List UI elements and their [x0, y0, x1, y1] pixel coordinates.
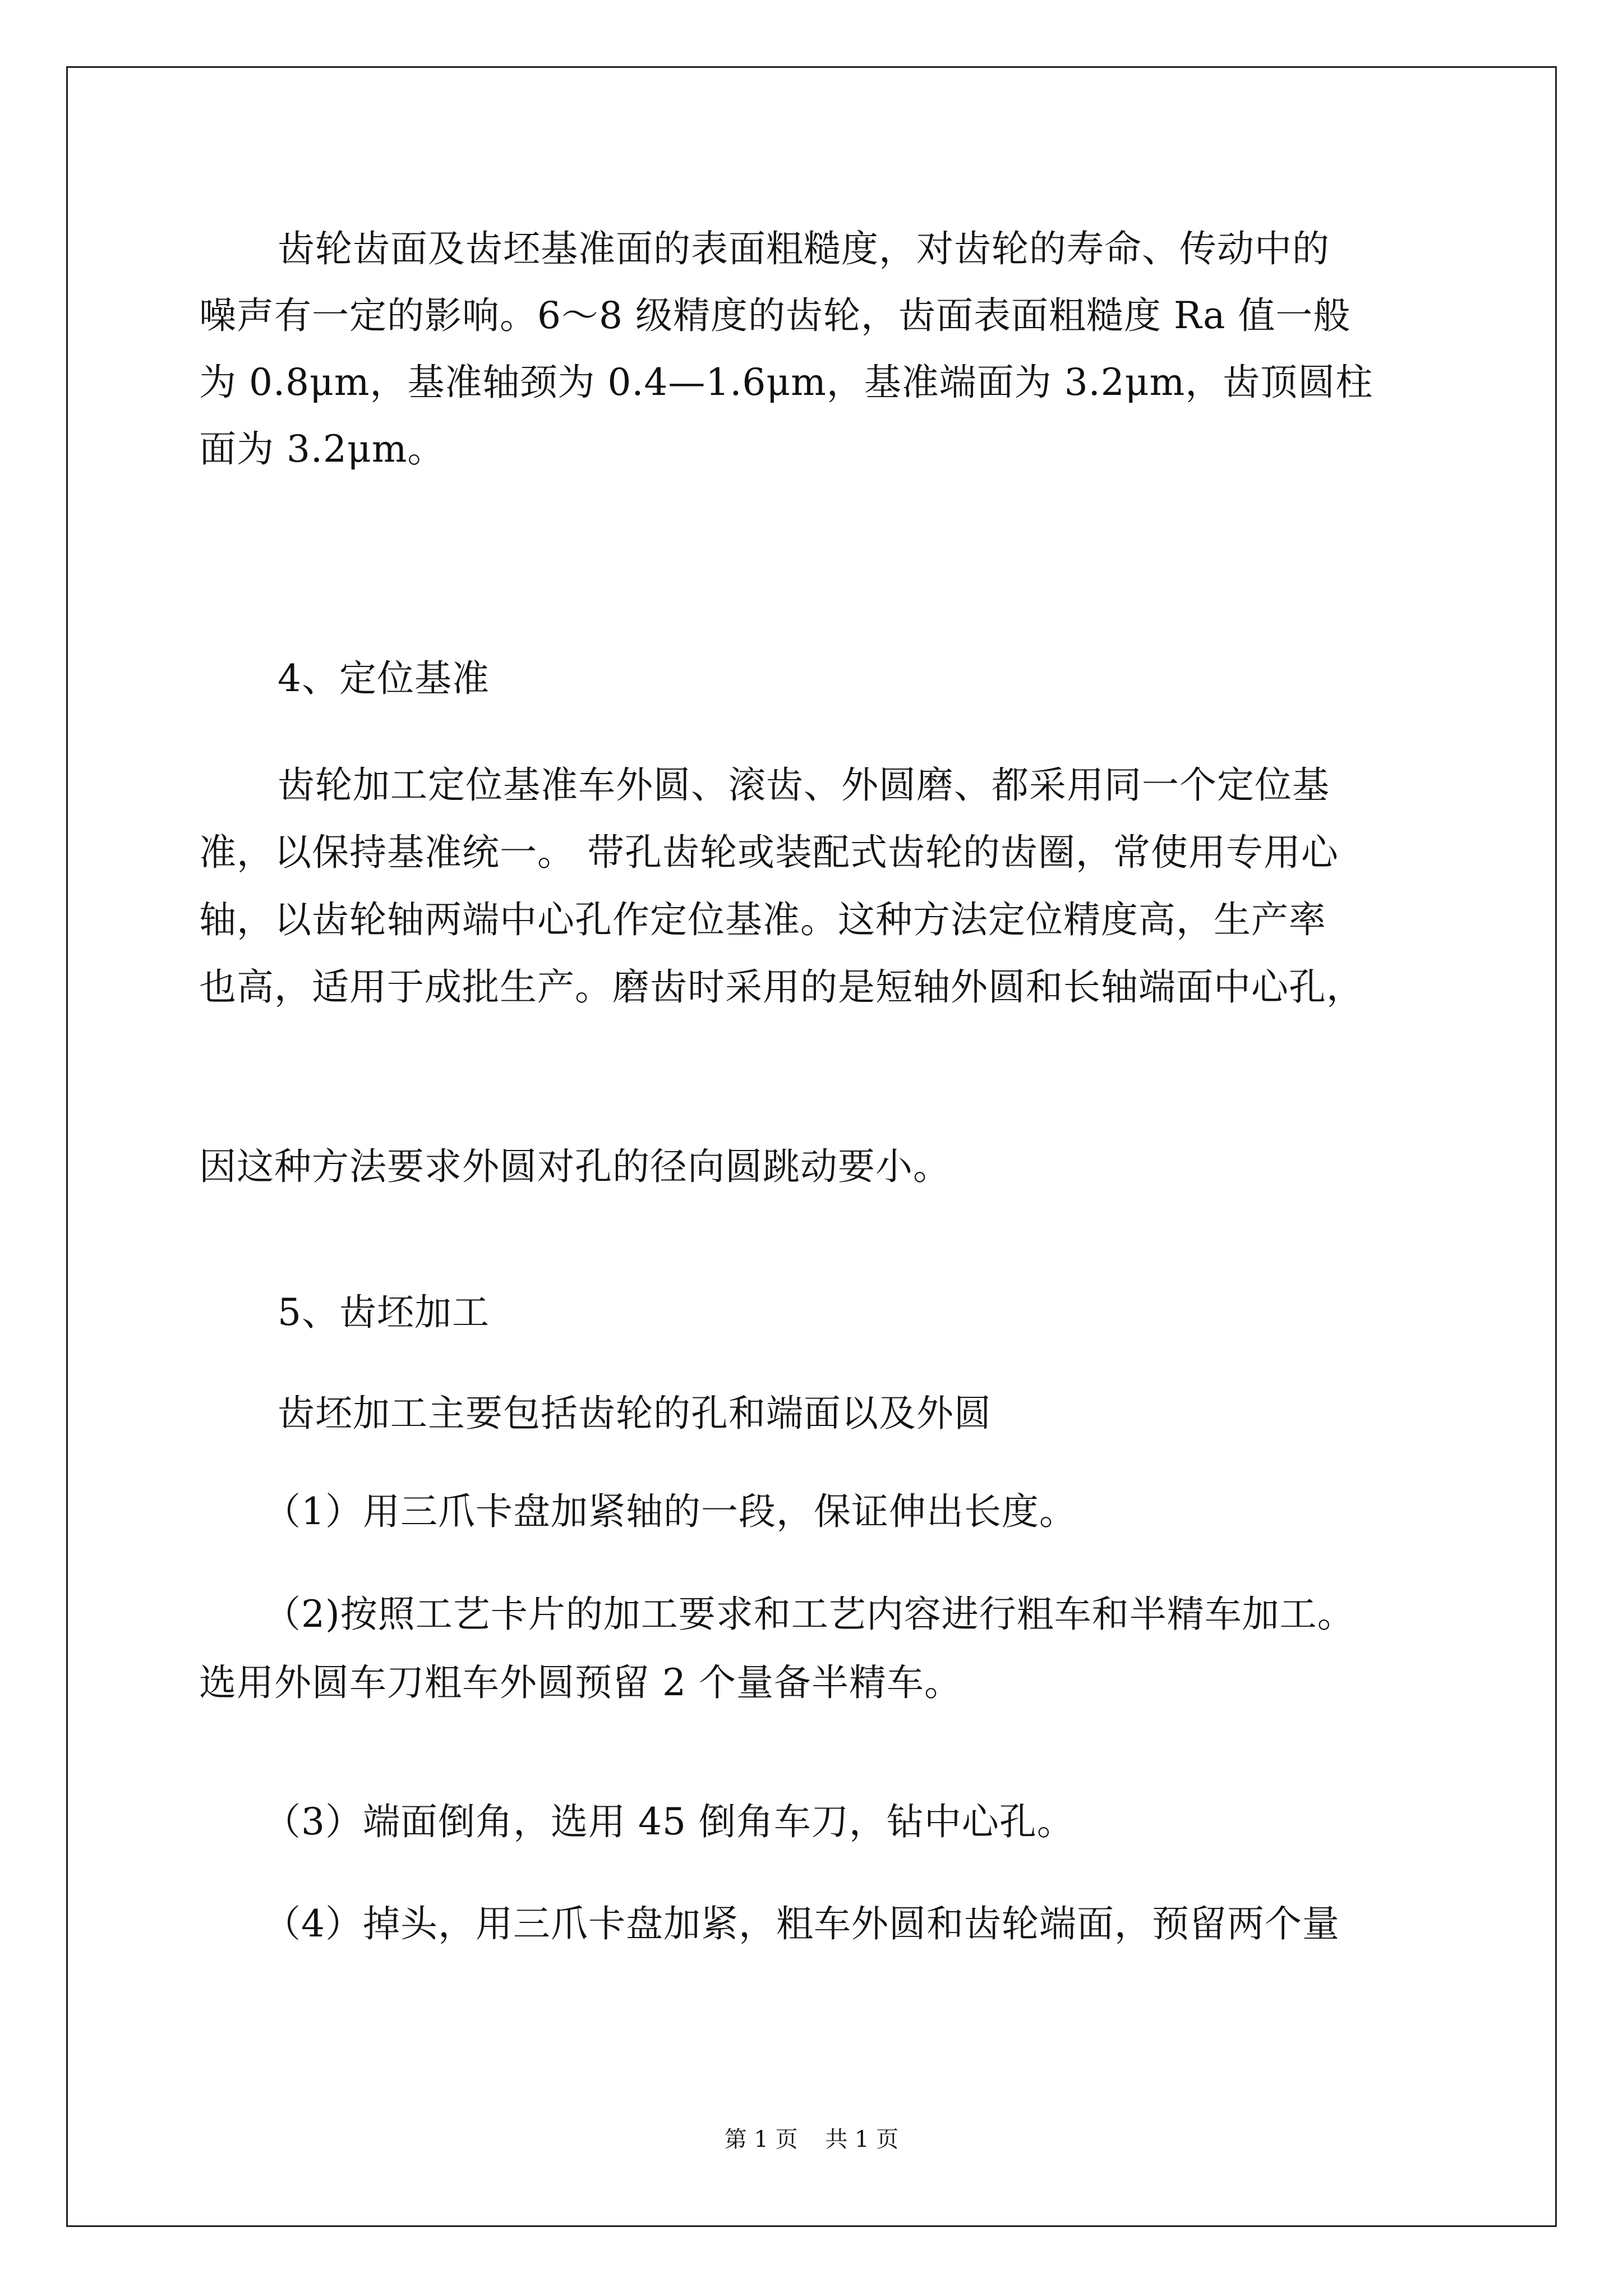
paragraph-line: 准，以保持基准统一。 带孔齿轮或装配式齿轮的齿圈，常使用专用心 [199, 831, 1339, 874]
section-heading: 4、定位基准 [278, 657, 490, 700]
paragraph-line: 齿坯加工主要包括齿轮的孔和端面以及外圆 [278, 1392, 992, 1435]
list-item: （1）用三爪卡盘加紧轴的一段，保证伸出长度。 [264, 1490, 1077, 1533]
paragraph-line: 齿轮齿面及齿坯基准面的表面粗糙度，对齿轮的寿命、传动中的 [278, 227, 1330, 270]
section-heading: 5、齿坯加工 [278, 1291, 490, 1334]
list-item: （3）端面倒角，选用 45 倒角车刀，钻中心孔。 [264, 1800, 1075, 1843]
list-item: （4）掉头，用三爪卡盘加紧，粗车外圆和齿轮端面，预留两个量 [264, 1902, 1340, 1945]
paragraph-line: 面为 3.2μm。 [199, 427, 445, 471]
page-total: 共 1 页 [825, 2127, 899, 2152]
page-footer [0, 2126, 1623, 2153]
paragraph-line: 轴，以齿轮轴两端中心孔作定位基准。这种方法定位精度高，生产率 [199, 898, 1326, 941]
paragraph-line: 也高，适用于成批生产。磨齿时采用的是短轴外圆和长轴端面中心孔， [199, 965, 1364, 1009]
page-number: 第 1 页 [724, 2127, 798, 2152]
paragraph-line: 齿轮加工定位基准车外圆、滚齿、外圆磨、都采用同一个定位基 [278, 763, 1330, 807]
paragraph-line: 为 0.8μm，基准轴颈为 0.4—1.6μm，基准端面为 3.2μm，齿顶圆柱 [199, 361, 1373, 404]
paragraph-line: 因这种方法要求外圆对孔的径向圆跳动要小。 [199, 1145, 951, 1188]
paragraph-line: 选用外圆车刀粗车外圆预留 2 个量备半精车。 [199, 1661, 962, 1704]
list-item: （2)按照工艺卡片的加工要求和工艺内容进行粗车和半精车加工。 [264, 1593, 1355, 1636]
paragraph-line: 噪声有一定的影响。6～8 级精度的齿轮，齿面表面粗糙度 Ra 值一般 [199, 294, 1351, 337]
